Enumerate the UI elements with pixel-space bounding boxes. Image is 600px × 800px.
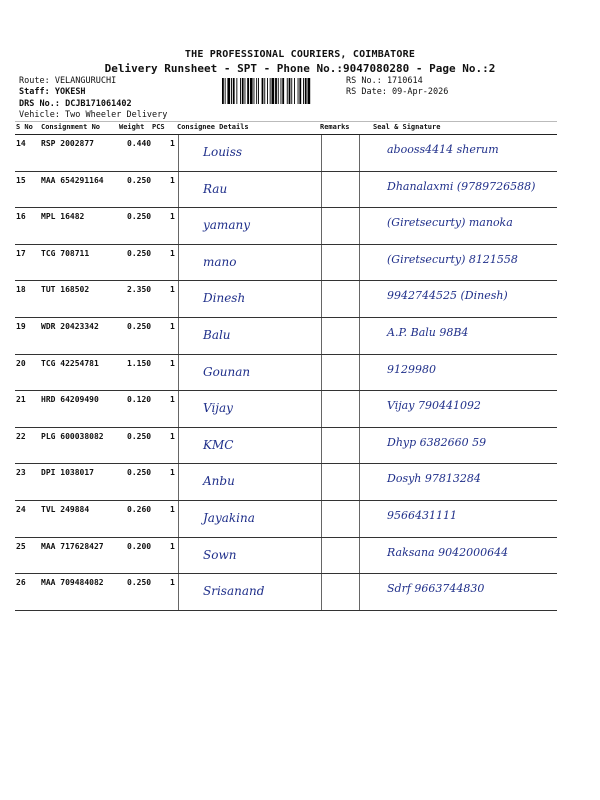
consignee-signature: Rau: [203, 181, 228, 196]
column-divider: [321, 574, 322, 610]
column-divider: [321, 501, 322, 537]
seal-signature: (Giretsecurty) manoka: [387, 216, 513, 230]
consignee-signature: yamany: [203, 218, 250, 233]
row-sno: 15: [16, 175, 26, 185]
column-divider: [321, 245, 322, 281]
staff-line: [19, 87, 86, 98]
consignee-signature: Dinesh: [203, 291, 246, 306]
seal-signature: Raksana 9042000644: [387, 545, 509, 559]
column-divider: [178, 574, 179, 610]
row-sno: 14: [16, 139, 26, 148]
table-row: [15, 391, 557, 428]
drs-value: DCJB171061402: [65, 99, 132, 109]
column-divider: [178, 135, 179, 171]
col-sno: S No: [16, 123, 33, 131]
column-divider: [359, 501, 360, 537]
row-consignment: MPL 16482: [41, 212, 85, 222]
row-weight: 1.150: [127, 358, 152, 368]
seal-signature: Dhanalaxmi (9789726588): [387, 179, 536, 193]
row-weight: 0.250: [127, 175, 152, 185]
row-pcs: 1: [170, 212, 175, 222]
table-row: [15, 464, 557, 501]
row-weight: 0.200: [127, 541, 152, 551]
row-weight: 0.250: [127, 578, 152, 588]
row-pcs: 1: [170, 468, 175, 478]
consignee-signature: Louiss: [203, 145, 243, 159]
column-divider: [178, 208, 179, 244]
row-weight: 0.120: [127, 395, 152, 405]
table-row: [15, 428, 557, 465]
column-divider: [178, 538, 179, 574]
row-sno: 19: [16, 321, 26, 331]
col-consignment: Consignment No: [41, 123, 101, 131]
table-row: [15, 135, 557, 172]
row-consignment: WDR 20423342: [41, 321, 99, 331]
row-sno: 21: [16, 395, 26, 405]
column-divider: [359, 318, 360, 354]
row-consignment: DPI 1038017: [41, 468, 94, 478]
column-divider: [359, 135, 360, 171]
drs-line: [19, 99, 132, 110]
seal-signature: Dhyp 6382660 59: [387, 435, 487, 449]
table-row: [15, 318, 557, 355]
seal-signature: Dosyh 97813284: [387, 472, 481, 486]
row-weight: 0.250: [127, 212, 152, 222]
table-row: [15, 355, 557, 392]
column-divider: [359, 428, 360, 464]
row-weight: 0.250: [127, 468, 152, 478]
table-header: [15, 121, 557, 135]
column-divider: [321, 355, 322, 391]
consignee-signature: Balu: [203, 327, 231, 342]
row-sno: 18: [16, 285, 26, 295]
column-divider: [321, 428, 322, 464]
drs-label: DRS No.:: [19, 99, 60, 109]
row-pcs: 1: [170, 321, 175, 331]
row-pcs: 1: [170, 139, 175, 148]
column-divider: [178, 281, 179, 317]
row-pcs: 1: [170, 395, 175, 405]
row-consignment: RSP 2002877: [41, 139, 94, 148]
row-pcs: 1: [170, 504, 175, 514]
table-row: [15, 208, 557, 245]
row-sno: 16: [16, 212, 26, 222]
runsheet-title: Delivery Runsheet - SPT - Phone No.:9047080280 - Page No.:2: [104, 62, 496, 75]
column-divider: [359, 574, 360, 610]
row-consignment: TVL 249884: [41, 504, 90, 514]
column-divider: [178, 501, 179, 537]
row-consignment: MAA 709484082: [41, 578, 104, 588]
column-divider: [321, 464, 322, 500]
row-sno: 17: [16, 248, 26, 258]
staff-value: YOKESH: [54, 87, 86, 97]
row-pcs: 1: [170, 175, 175, 185]
column-divider: [178, 355, 179, 391]
vehicle-text: Vehicle: Two Wheeler Delivery: [19, 110, 168, 120]
route-text: Route: VELANGURUCHI: [19, 76, 117, 86]
company-title: THE PROFESSIONAL COURIERS, COIMBATORE: [184, 49, 416, 60]
consignee-signature: Sown: [203, 547, 237, 562]
column-divider: [321, 318, 322, 354]
consignee-signature: KMC: [203, 437, 234, 452]
consignee-signature: Gounan: [203, 364, 251, 379]
seal-signature: abooss4414 sherum: [387, 143, 499, 156]
row-consignment: PLG 600038082: [41, 431, 104, 441]
seal-signature: 9942744525 (Dinesh): [387, 289, 508, 303]
consignee-signature: Srisanand: [203, 584, 265, 599]
row-consignment: TCG 42254781: [41, 358, 99, 368]
rs-no: RS No.: 1710614: [346, 76, 423, 86]
consignee-signature: mano: [203, 254, 237, 269]
column-divider: [359, 391, 360, 427]
column-divider: [321, 391, 322, 427]
col-consignee: Consignee Details: [177, 123, 249, 131]
column-divider: [359, 538, 360, 574]
row-sno: 24: [16, 504, 26, 514]
column-divider: [178, 464, 179, 500]
consignee-signature: Anbu: [203, 474, 235, 489]
row-pcs: 1: [170, 248, 175, 258]
row-consignment: MAA 717628427: [41, 541, 104, 551]
consignee-signature: Vijay: [203, 401, 233, 416]
column-divider: [321, 135, 322, 171]
column-divider: [359, 245, 360, 281]
column-divider: [178, 172, 179, 208]
column-divider: [321, 281, 322, 317]
column-divider: [321, 208, 322, 244]
col-remarks: Remarks: [320, 123, 350, 131]
table-row: [15, 281, 557, 318]
rs-date: RS Date: 09-Apr-2026: [346, 87, 449, 97]
table-row: [15, 574, 557, 611]
column-divider: [321, 538, 322, 574]
consignee-signature: Jayakina: [203, 510, 255, 525]
column-divider: [359, 355, 360, 391]
col-seal: Seal & Signature: [373, 123, 441, 131]
seal-signature: 9566431111: [387, 508, 457, 522]
row-weight: 0.440: [127, 139, 152, 148]
seal-signature: (Giretsecurty) 8121558: [387, 252, 518, 266]
table-row: [15, 245, 557, 282]
staff-label: Staff:: [19, 87, 50, 97]
column-divider: [359, 281, 360, 317]
column-divider: [359, 464, 360, 500]
row-sno: 25: [16, 541, 26, 551]
row-consignment: TCG 708711: [41, 248, 90, 258]
row-sno: 26: [16, 578, 26, 588]
column-divider: [178, 391, 179, 427]
column-divider: [178, 318, 179, 354]
table-row: [15, 172, 557, 209]
table-row: [15, 501, 557, 538]
row-weight: 0.250: [127, 321, 152, 331]
col-weight: Weight: [119, 123, 145, 131]
column-divider: [321, 172, 322, 208]
seal-signature: Sdrf 9663744830: [387, 582, 485, 596]
row-weight: 0.250: [127, 431, 152, 441]
row-consignment: HRD 64209490: [41, 395, 99, 405]
row-pcs: 1: [170, 578, 175, 588]
seal-signature: Vijay 790441092: [387, 399, 481, 413]
row-weight: 0.260: [127, 504, 152, 514]
row-weight: 0.250: [127, 248, 152, 258]
row-sno: 20: [16, 358, 26, 368]
row-pcs: 1: [170, 358, 175, 368]
seal-signature: 9129980: [387, 362, 436, 376]
row-pcs: 1: [170, 541, 175, 551]
row-sno: 22: [16, 431, 26, 441]
column-divider: [178, 428, 179, 464]
row-pcs: 1: [170, 431, 175, 441]
column-divider: [359, 172, 360, 208]
row-pcs: 1: [170, 285, 175, 295]
row-weight: 2.350: [127, 285, 152, 295]
row-consignment: TUT 168502: [41, 285, 90, 295]
col-pcs: PCS: [152, 123, 165, 131]
row-sno: 23: [16, 468, 26, 478]
delivery-table: [15, 121, 557, 611]
column-divider: [359, 208, 360, 244]
table-body: [15, 135, 557, 611]
column-divider: [178, 245, 179, 281]
table-row: [15, 538, 557, 575]
barcode-icon: [222, 78, 340, 104]
row-consignment: MAA 654291164: [41, 175, 104, 185]
seal-signature: A.P. Balu 98B4: [387, 325, 469, 339]
